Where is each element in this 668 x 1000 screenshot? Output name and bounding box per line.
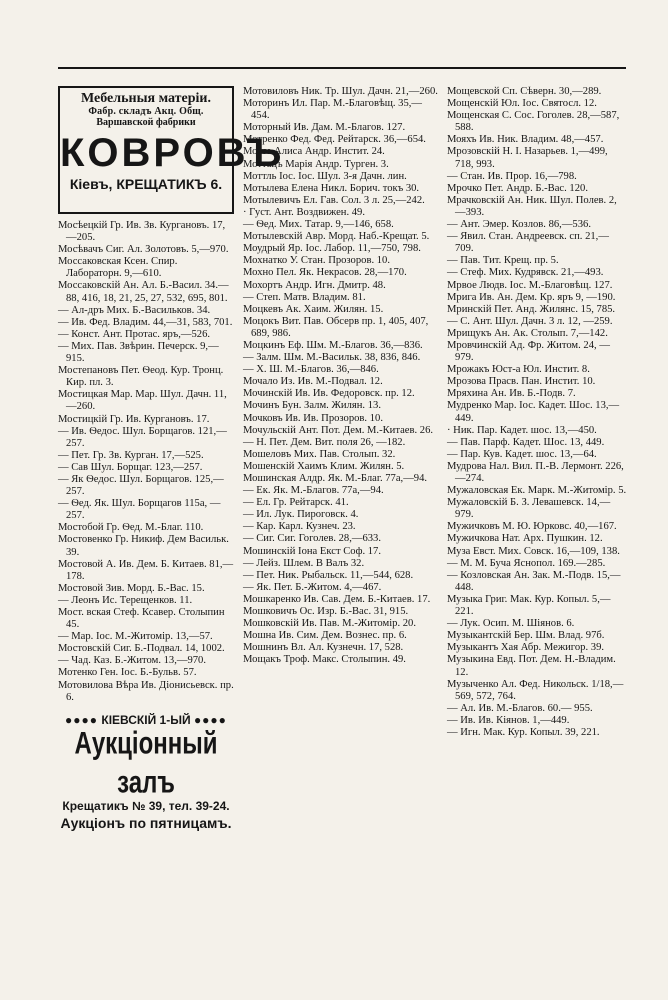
directory-entry: Мужичкова Нат. Арх. Пушкин. 12. <box>447 533 603 545</box>
directory-entry: Мошна Ив. Сим. Дем. Вознес. пр. 6. <box>243 630 407 642</box>
directory-entry: Музыкантъ Хая Абр. Межигор. 39. <box>447 642 605 654</box>
directory-entry: Моссаковская Ксен. Спир. Лабораторн. 9,—610. <box>58 256 178 280</box>
directory-entry: Мошинскій Іона Екст Соф. 17. <box>243 545 382 557</box>
directory-entry: Моссаковскій Ан. Ал. Б.-Васил. 34.—88, 416, 18, 21, 25, 27, 532, 695, 801. <box>58 280 229 304</box>
directory-entry: — Ант. Эмер. Козлов. 86,—536. <box>447 219 591 231</box>
directory-entry: Мошинская Алдр. Як. М.-Благ. 77а,—94. <box>243 473 428 484</box>
directory-entry: Мочинскій Ив. Ив. Федоровск. пр. 12. <box>243 388 415 400</box>
directory-entry: — Х. Ш. М.-Благов. 36,—846. <box>243 364 379 376</box>
directory-entry: Мужаловскій Б. З. Левашевск. 14,—979. <box>447 497 611 521</box>
directory-entry: Мохно Пел. Як. Некрасов. 28,—170. <box>243 267 407 279</box>
advertisement-kovrov <box>58 86 285 214</box>
ad-address: Кіевъ, КРЕЩАТИКЪ 6. <box>69 176 223 192</box>
directory-entry: · Густ. Ант. Воздвижен. 49. <box>243 206 365 218</box>
directory-entry: Мочало Из. Ив. М.-Подвал. 12. <box>243 376 383 388</box>
directory-entry: — Пет. Гр. Зв. Курган. 17,—525. <box>58 449 204 461</box>
directory-entry: Мостепановъ Пет. Ѳеод. Кур. Тронц. Кир. пл. 3. <box>58 365 224 389</box>
directory-entry: Музыка Григ. Мак. Кур. Копыл. 5,—221. <box>447 593 611 618</box>
directory-entry: Мохнатко У. Стан. Прозоров. 10. <box>243 255 390 267</box>
directory-entry: — Стан. Ив. Прор. 16,—798. <box>447 170 577 182</box>
ad-line-1: Мебельныя матеріи. <box>80 91 211 106</box>
directory-entry: — Игн. Мак. Кур. Копыл. 39, 221. <box>447 726 600 738</box>
directory-entry: Моттль Іос. Іос. Шул. 3-я Дачн. лин. <box>243 170 407 182</box>
directory-entry: Мотта Алиса Андр. Инстит. 24. <box>243 146 385 158</box>
directory-entry: Мудренко Мар. Іос. Кадет. Шос. 13,—449. <box>447 400 620 424</box>
directory-entry: — Залм. Шм. М.-Васильк. 38, 836, 846. <box>243 352 421 364</box>
directory-entry: Мотенко Ген. Іос. Б.-Бульв. 57. <box>58 667 197 679</box>
directory-entry: Мрищукъ Ан. Ак. Столып. 7,—142. <box>447 327 608 339</box>
directory-entry: — Лук. Осип. М. Шіянов. 6. <box>447 618 575 630</box>
directory-entry: Мрозова Прасв. Пан. Инстит. 10. <box>447 376 596 388</box>
directory-list-1 <box>58 220 234 704</box>
directory-entry: — М. М. Буча Яснопол. 169.—285. <box>447 557 606 569</box>
directory-entry: — Мар. Іос. М.-Житомір. 13,—57. <box>58 631 213 643</box>
directory-entry: Мотовиловъ Ник. Тр. Шул. Дачн. 21,—260. <box>243 86 438 97</box>
directory-entry: — Як Ѳедос. Шул. Борщагов. 125,—257. <box>58 473 224 498</box>
directory-entry: Мост. вская Стеф. Ксавер. Столыпин 45. <box>58 607 225 631</box>
directory-entry: Муза Евст. Мих. Совск. 16,—109, 138. <box>447 545 620 557</box>
directory-entry: — Ив. Ѳедос. Шул. Борщагов. 121,—257. <box>58 425 227 449</box>
directory-entry: Мотылевичъ Ел. Гав. Сол. 3 л. 25,—242. <box>243 194 425 206</box>
directory-entry: Музыкантскій Бер. Шм. Влад. 97б. <box>447 630 605 642</box>
directory-entry: — Ал. Ив. М.-Благов. 60.— 955. <box>447 702 593 714</box>
column-3 <box>447 86 627 986</box>
dots-right: ●●●● <box>193 712 227 727</box>
directory-entry: Мошковичъ Ос. Изр. Б.-Вас. 31, 915. <box>243 606 409 618</box>
directory-entry: — Пав. Тит. Крещ. пр. 5. <box>447 255 559 267</box>
directory-entry: Мотовилова Вѣра Ив. Діонисьевск. пр. 6. <box>58 679 234 703</box>
directory-list-3 <box>447 86 627 739</box>
directory-entry: Мощенскій Юл. Іос. Святосл. 12. <box>447 98 597 110</box>
directory-entry: Мряхина Ан. Ив. Б.-Подв. 7. <box>447 388 576 400</box>
directory-entry: Мосѣвачъ Сиг. Ал. Золотовъ. 5,—970. <box>58 244 229 256</box>
directory-entry: — Явил. Стан. Андреевск. сп. 21,—709. <box>447 231 609 255</box>
advertisement-auction <box>58 712 234 832</box>
directory-entry: — Степ. Матв. Владим. 81. <box>243 291 366 303</box>
directory-entry: Мошеловъ Мих. Пав. Столып. 32. <box>243 448 396 460</box>
directory-entry: Моудрый Яр. Іос. Лабор. 11,—750, 798. <box>243 243 421 255</box>
directory-entry: Моторинъ Ил. Пар. М.-Благовѣщ. 35,—454. <box>243 98 422 122</box>
ad-line-3: Варшавской фабрики <box>96 117 196 128</box>
directory-entry: — Чад. Каз. Б.-Житом. 13,—970. <box>58 655 207 667</box>
directory-entry: — Ел. Гр. Рейтарск. 41. <box>243 497 349 509</box>
directory-entry: Мрожакъ Юст-а Юл. Инстит. 8. <box>447 364 590 376</box>
directory-entry: Мровчинскій Ад. Фр. Житом. 24, —979. <box>447 339 610 364</box>
directory-entry: — Ал-дръ Мих. Б.-Васильков. 34. <box>58 304 211 316</box>
auction-address: Крещатикъ № 39, тел. 39-24. <box>62 798 230 813</box>
directory-entry: Моттацъ Марія Андр. Турген. 3. <box>243 158 389 170</box>
directory-entry: Мудрова Нал. Вил. П.-В. Лермонт. 226,—274. <box>447 460 624 484</box>
directory-entry: Мостобой Гр. Ѳед. М.-Благ. 110. <box>58 522 204 534</box>
directory-entry: Мошковскій Ив. Пав. М.-Житомір. 20. <box>243 618 416 630</box>
directory-entry: Мостицкая Мар. Мар. Шул. Дачн. 11,—260. <box>58 389 227 413</box>
directory-entry: Мочульскій Ант. Пот. Дем. М.-Китаев. 26. <box>243 424 434 436</box>
directory-entry: Мочинъ Бун. Залм. Жилян. 13. <box>243 400 381 412</box>
directory-entry: — Ек. Як. М.-Благов. 77а,—94. <box>243 485 384 497</box>
directory-entry: Мрвое Людв. Іос. М.-Благовѣщ. 127. <box>447 279 613 291</box>
directory-entry: Мощевской Сп. Сѣверн. 30,—289. <box>447 86 602 97</box>
directory-entry: Мощакъ Троф. Макс. Столыпин. 49. <box>243 654 406 666</box>
directory-entry: Музыченко Ал. Фед. Никольск. 1/18,—569, 572, 764. <box>447 678 624 702</box>
directory-entry: — Ив. Ив. Кіянов. 1,—449. <box>447 714 570 726</box>
directory-entry: Мостовой А. Ив. Дем. Б. Китаев. 81,—178. <box>58 558 234 582</box>
directory-entry: Моцокъ Вит. Пав. Обсерв пр. 1, 405, 407, 689, 986. <box>243 315 429 339</box>
directory-entry: Мрозовскій Н. І. Назарьев. 1,—499, 718, 993. <box>447 146 608 170</box>
directory-entry: Музыкина Евд. Пот. Дем. Н.-Владим. 12. <box>447 654 616 678</box>
directory-entry: — Леонъ Ис. Терещенков. 11. <box>58 594 193 606</box>
auction-line-1: ●●●● КІЕВСКІЙ 1-ЫЙ ●●●● <box>65 712 227 727</box>
directory-entry: Мочковъ Ив. Ив. Прозоров. 10. <box>243 412 383 424</box>
column-1 <box>58 86 285 986</box>
directory-entry: Мостицкій Гр. Ив. Кургановъ. 17. <box>58 413 210 425</box>
directory-entry: Мрочко Пет. Андр. Б.-Вас. 120. <box>447 182 588 194</box>
directory-entry: — Кар. Карл. Кузнеч. 23. <box>243 521 356 533</box>
ad-company-name: КОВРОВЪ <box>60 131 285 175</box>
directory-entry: — Ив. Фед. Владим. 44,—31, 583, 701. <box>58 316 233 328</box>
directory-entry: · Ник. Пар. Кадет. шос. 13,—450. <box>447 424 597 436</box>
directory-entry: — Сав Шул. Борщаг. 123,—257. <box>58 461 203 473</box>
directory-entry: Моторный Ив. Дам. М.-Благов. 127. <box>243 122 406 134</box>
directory-entry: Мосѣецкій Гр. Ив. Зв. Кургановъ. 17,—205. <box>58 220 226 244</box>
directory-entry: Мошкаренко Ив. Сав. Дем. Б.-Китаев. 17. <box>243 593 431 605</box>
directory-entry: Мошнинъ Вл. Ал. Кузнечн. 17, 528. <box>243 642 404 654</box>
directory-entry: Мрига Ив. Ан. Дем. Кр. яръ 9, —190. <box>447 291 616 303</box>
directory-entry: Мохортъ Андр. Игн. Дмитр. 48. <box>243 279 386 291</box>
directory-entry: Мостовенко Гр. Никиф. Дем Васильк. 39. <box>58 534 229 558</box>
auction-schedule: Аукціонъ по пятницамъ. <box>60 814 232 831</box>
directory-entry: Мужичковъ М. Ю. Юрковс. 40,—167. <box>447 521 617 533</box>
directory-entry: — Козловская Ан. Зак. М.-Подв. 15,—448. <box>447 569 621 593</box>
directory-entry: Моцкинъ Еф. Шм. М.-Благов. 36,—836. <box>243 339 423 351</box>
directory-entry: Моцкевъ Ак. Хаим. Жилян. 15. <box>243 303 384 315</box>
ad-line-2: Фабр. складъ Акц. Общ. <box>88 106 204 117</box>
directory-entry: Мошенскій Хаимъ Клим. Жилян. 5. <box>243 460 405 472</box>
directory-entry: Мощенская С. Сос. Гоголев. 28,—587, 588. <box>447 110 620 134</box>
header-rule <box>58 67 626 69</box>
directory-list-2 <box>243 86 438 667</box>
directory-entry: Мояхъ Ив. Ник. Владим. 48,—457. <box>447 134 604 146</box>
directory-entry: — Лейз. Шлем. В Валъ 32. <box>243 557 365 569</box>
directory-entry: Мотылева Елена Никл. Борич. токъ 30. <box>243 182 420 194</box>
directory-entry: Мринскій Пет. Анд. Жилянс. 15, 785. <box>447 303 616 315</box>
directory-entry: Мостовскій Сиг. Б.-Подвал. 14, 1002. <box>58 643 225 655</box>
directory-entry: — Пет. Ник. Рыбальск. 11,—544, 628. <box>243 569 414 581</box>
column-2 <box>243 86 438 986</box>
directory-entry: — Пар. Кув. Кадет. шос. 13,—64. <box>447 448 597 460</box>
directory-entry: — Сиг. Сиг. Гоголев. 28,—633. <box>243 533 381 545</box>
directory-entry: — Н. Пет. Дем. Вит. поля 26, —182. <box>243 436 406 448</box>
directory-entry: — Ѳед. Як. Шул. Борщагов 115а, —257. <box>58 498 221 522</box>
directory-entry: Мотренко Фед. Фед. Рейтарск. 36,—654. <box>243 134 426 146</box>
dots-left: ●●●● <box>65 712 99 727</box>
directory-entry: Мрачковскій Ан. Ник. Шул. Полев. 2,—393. <box>447 194 617 218</box>
directory-entry: Мотылевскій Авр. Морд. Наб.-Крещат. 5. <box>243 231 430 243</box>
directory-entry: — Мих. Пав. Звѣрин. Печерск. 9,—915. <box>58 340 219 365</box>
directory-entry: Мостовой Зив. Морд. Б.-Вас. 15. <box>58 582 205 594</box>
directory-entry: — Ѳед. Мих. Татар. 9,—146, 658. <box>243 219 394 231</box>
auction-title: Аукціонный залъ <box>74 726 218 801</box>
directory-entry: — Ил. Лук. Пироговск. 4. <box>243 509 359 521</box>
directory-entry: — С. Ант. Шул. Дачн. 3 л. 12, —259. <box>447 315 613 327</box>
directory-entry: — Пав. Парф. Кадет. Шос. 13, 449. <box>447 436 605 448</box>
directory-entry: — Як. Пет. Б.-Житом. 4,—467. <box>243 581 382 593</box>
directory-entry: Мужаловская Ек. Марк. М.-Житомір. 5. <box>447 485 627 497</box>
directory-entry: — Конст. Ант. Протас. яръ,—526. <box>58 328 211 340</box>
directory-entry: — Стеф. Мих. Кудрявск. 21,—493. <box>447 267 604 279</box>
